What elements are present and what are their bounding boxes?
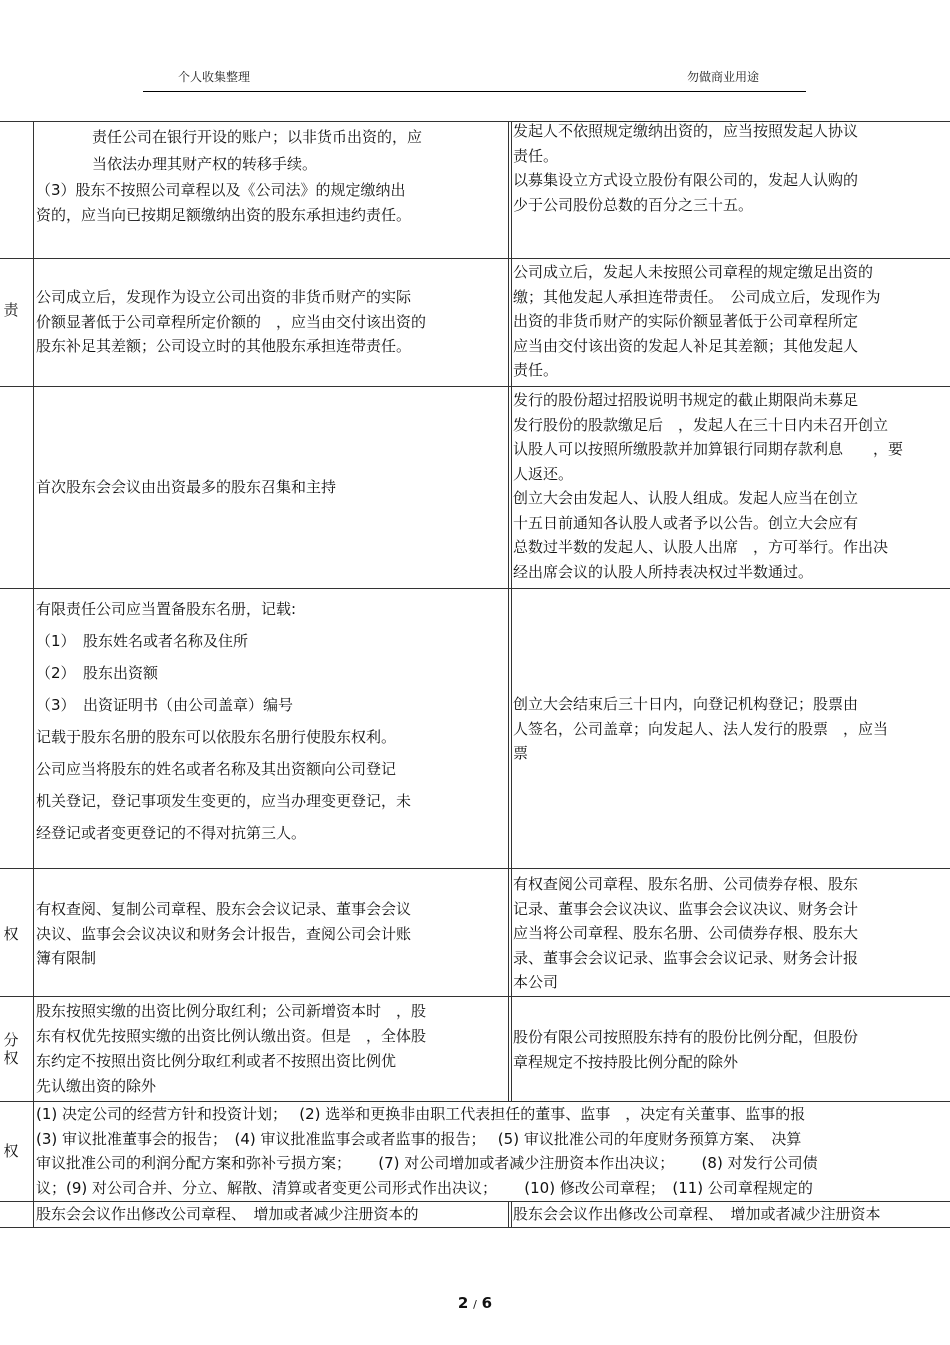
row-5-left-cell: 股东按照实缴的出资比例分取红利；公司新增资本时 ，股 东有权优先按照实缴的出资比例认缴出资。但是 ，全体股 东约定不按照出资比例分取红利或者不按照出资比例优 先认缴出资的除外 — [36, 1002, 427, 1095]
column-divider — [511, 121, 512, 1101]
header-rule — [143, 91, 806, 92]
row-4-label: 权 — [3, 925, 19, 943]
row-divider — [0, 868, 950, 869]
row-5-label: 分 权 — [3, 1031, 19, 1067]
row-divider — [0, 588, 950, 589]
row-divider — [0, 1227, 950, 1228]
row-1-right-cell: 公司成立后，发起人未按照公司章程的规定缴足出资的 缴；其他发起人承担连带责任。 公司成立后，发现作为 出资的非货币财产的实际价额显著低于公司章程所定 应当由交付该出资的发起人补足其差额；其他发起人 责任。 — [513, 263, 881, 379]
column-divider — [508, 1201, 509, 1227]
row-divider — [0, 996, 950, 997]
header-right-text: 勿做商业用途 — [687, 70, 760, 84]
row-divider — [0, 1201, 950, 1202]
row-5-right-cell: 股份有限公司按照股东持有的股份比例分配，但股份 章程规定不按持股比例分配的除外 — [513, 1028, 859, 1071]
page-total: 6 — [481, 1294, 493, 1312]
row-4-left-cell: 有权查阅、复制公司章程、股东会会议记录、董事会会议 决议、监事会会议决议和财务会计报告，查阅公司会计账 簿有限制 — [36, 900, 412, 967]
row-0-left-cell: 责任公司在银行开设的账户；以非货币出资的，应 当依法办理其财产权的转移手续。 （3）股东不按照公司章程以及《公司法》的规定缴纳出 资的，应当向已按期足额缴纳出资的股东承担违约责任。 — [36, 128, 423, 224]
page-number — [0, 1294, 950, 1312]
column-divider — [33, 121, 34, 1227]
row-3-left-cell: 有限责任公司应当置备股东名册，记载: （1） 股东姓名或者名称及住所 （2） 股东出资额 （3） 出资证明书（由公司盖章）编号 记载于股东名册的股东可以依股东名册行使股东权利。 公司应当将股东的姓名或者名称及其出资额向公司登记 机关登记，登记事项发生变更的，应当办理变更登记，未 经登记或者变更登记的不得对抗第三人。 — [36, 600, 412, 842]
row-divider — [0, 386, 950, 387]
row-7-left-cell: 股东会会议作出修改公司章程、 增加或者减少注册资本的 — [36, 1205, 419, 1223]
row-4-right-cell: 有权查阅公司章程、股东名册、公司债券存根、股东 记录、董事会会议决议、监事会会议决议、财务会计 应当将公司章程、股东名册、公司债券存根、股东大 录、董事会会议记录、监事会会议记录、财务会计报 本公司 — [513, 875, 859, 991]
page-separator: / — [473, 1298, 477, 1311]
row-6-label: 权 — [3, 1142, 19, 1160]
page-current: 2 — [457, 1294, 469, 1312]
row-1-label: 责 — [3, 301, 19, 319]
row-1-left-cell: 公司成立后，发现作为设立公司出资的非货币财产的实际 价额显著低于公司章程所定价额的 ，应当由交付该出资的 股东补足其差额；公司设立时的其他股东承担连带责任。 — [36, 288, 427, 355]
row-divider — [0, 258, 950, 259]
row-2-right-cell: 发行的股份超过招股说明书规定的截止期限尚未募足 发行股份的股款缴足后 ，发起人在三十日内未召开创立 认股人可以按照所缴股款并加算银行同期存款利息 ，要 人返还。 创立大会由发起人、认股人组成。发起人应当在创立 十五日前通知各认股人或者予以公告。创立大会应有 总数过半数的发起人、认股人出席 ，方可举行。作出决 经出席会议的认股人所持表决权过半数通过。 — [513, 391, 904, 581]
column-divider — [508, 121, 509, 1101]
row-6-full-cell: (1) 决定公司的经营方针和投资计划； (2) 选举和更换非由职工代表担任的董事、监事 ，决定有关董事、监事的报 (3) 审议批准董事会的报告； (4) 审议批准监事会或者监事的报告； (5) 审议批准公司的年度财务预算方案、 决算 审议批准公司的利润分配方案和弥补亏损方案； (7) 对公司增加或者减少注册资本作出决议； (8) 对发行公司债 议；(9) 对公司合并、分立、解散、清算或者变更公司形式作出决议； (10) 修改公司章程； (11) 公司章程规定的 — [36, 1105, 818, 1197]
column-divider — [511, 1201, 512, 1227]
row-7-right-cell: 股东会会议作出修改公司章程、 增加或者减少注册资本 — [513, 1205, 881, 1223]
header-left-text: 个人收集整理 — [178, 70, 251, 84]
row-2-left-cell: 首次股东会会议由出资最多的股东召集和主持 — [36, 478, 337, 496]
row-0-right-cell: 发起人不依照规定缴纳出资的，应当按照发起人协议 责任。 以募集设立方式设立股份有限公司的，发起人认购的 少于公司股份总数的百分之三十五。 — [513, 122, 859, 214]
row-3-right-cell: 创立大会结束后三十日内，向登记机构登记；股票由 人签名，公司盖章；向发起人、法人发行的股票 ，应当 票 — [513, 695, 889, 762]
